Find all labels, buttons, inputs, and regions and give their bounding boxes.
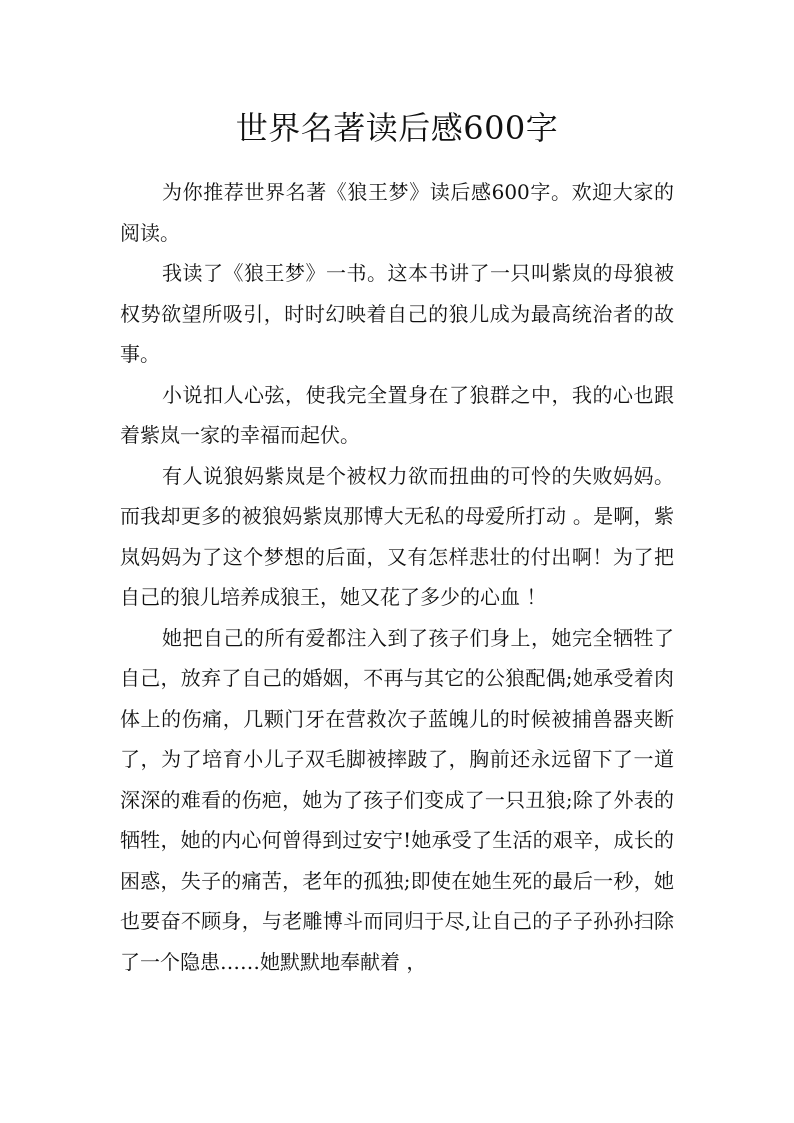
paragraph-feeling: 小说扣人心弦，使我完全置身在了狼群之中，我的心也跟着紫岚一家的幸福而起伏。 bbox=[120, 382, 674, 447]
paragraph-sacrifice: 她把自己的所有爱都注入到了孩子们身上，她完全牺牲了自己，放弃了自己的婚姻，不再与其它的公狼配偶;她承受着肉体上的伤痛，几颗门牙在营救次子蓝魄儿的时候被捕兽器夹断了，为了培育小儿子双毛脚被摔跛了，胸前还永远留下了一道深深的难看的伤疤，她为了孩子们变成了一只丑狼;除了外表的牺牲，她的内心何曾得到过安宁!她承受了生活的艰辛，成长的困惑，失子的痛苦，老年的孤独;即使在她生死的最后一秒，她也要奋不顾身，与老雕博斗而同归于尽,让自己的子子孙孙扫除了一个隐患……她默默地奉献着 ， bbox=[120, 625, 674, 974]
paragraph-summary: 我读了《狼王梦》一书。这本书讲了一只叫紫岚的母狼被权势欲望所吸引，时时幻映着自己的狼儿成为最高统治者的故事。 bbox=[120, 261, 674, 366]
paragraph-mother-love: 有人说狼妈紫岚是个被权力欲而扭曲的可怜的失败妈妈。而我却更多的被狼妈紫岚那博大无私的母爱所打动 。是啊，紫岚妈妈为了这个梦想的后面，又有怎样悲壮的付出啊！为了把自己的狼儿培养成狼王，她又花了多少的心血 ！ bbox=[120, 463, 674, 609]
document-body bbox=[120, 172, 674, 982]
paragraph-intro: 为你推荐世界名著《狼王梦》读后感600字。欢迎大家的阅读。 bbox=[120, 180, 674, 245]
document-title: 世界名著读后感600字 bbox=[235, 109, 559, 147]
